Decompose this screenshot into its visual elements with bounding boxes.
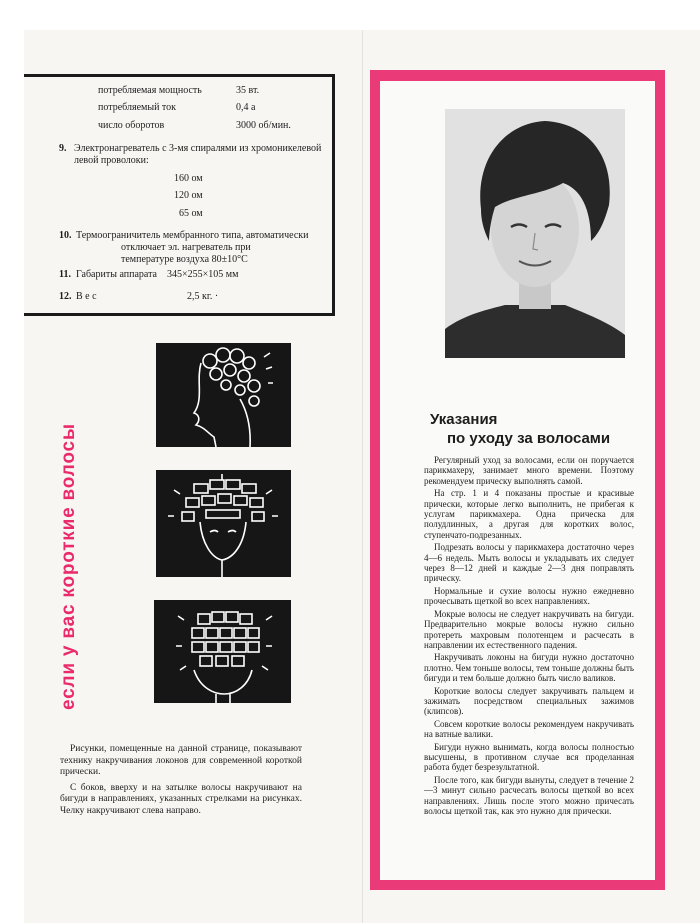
item-11-value: 345×255×105 мм [167,269,239,280]
illustration-back-head [154,600,291,703]
article-paragraph: После того, как бигуди вынуты, следует в течение 2—3 минут сильно расчесать волосы щеткой во всех направлениях. Лишь после этого можно причесать волосы щеткой так, как это нужно для прически. [424,774,634,816]
item-9-ohm-1: 160 ом [174,173,203,184]
article-body [424,455,634,818]
article-paragraph: На стр. 1 и 4 показаны простые и красивые прически, которые легко выполнить, не прибегая к услугам парикмахера. Одна прическа для полудлинных, а другая для коротких волос, ступенчато-подрезанных. [424,488,634,540]
item-9-ohm-3: 65 ом [179,208,203,219]
rpm-label: число оборотов [98,120,165,131]
article-paragraph: Нормальные и сухие волосы нужно ежедневно прочесывать щеткой во всех направлениях. [424,585,634,607]
vertical-heading: если у вас короткие волосы [58,423,79,710]
item-11-label: Габариты аппарата [76,269,157,280]
item-10-text-2: отключает эл. нагреватель при [121,242,251,253]
caption-paragraph-2: С боков, вверху и на затылке волосы накручивают на бигуди в направлениях, указанных стрелками на рисунках. Челку накручивают слева направо. [60,782,302,816]
article-paragraph: Бигуди нужно вынимать, когда волосы полностью высушены, в противном случае вся проделанная работа будет безрезультатной. [424,741,634,773]
illustration-side-profile [156,343,291,447]
item-10-text-3: температуре воздуха 80±10°С [121,254,248,265]
specifications-box [24,74,335,316]
power-label: потребляемая мощность [98,85,202,96]
item-9-number: 9. [59,143,67,154]
article-paragraph: Накручивать локоны на бигуди нужно достаточно плотно. Чем тоньше волосы, тем тоньше должны быть бигуди и тем больше должно быть число валиков. [424,652,634,684]
current-label: потребляемый ток [98,102,177,113]
heading-line-1: Указания [430,411,498,428]
current-value: 0,4 а [236,102,256,113]
article-paragraph: Регулярный уход за волосами, если он поручается парикмахеру, занимает много времени. Поэтому рекомендуем прическу выполнять самой. [424,455,634,486]
article-paragraph: Подрезать волосы у парикмахера достаточно через 4—6 недель. Мыть волосы и укладывать их следует через 8—12 дней и каждые 2—3 дня поправлять прическу. [424,542,634,584]
article-paragraph: Короткие волосы следует закручивать пальцем и зажимать посредством специальных зажимов (клипсов). [424,685,634,717]
article-paragraph: Мокрые волосы не следует накручивать на бигуди. Предварительно мокрые волосы нужно сильно протереть махровым полотенцем и расчесать в направлении их естественного падения. [424,608,634,650]
caption-block [60,744,302,821]
item-11-number: 11. [59,269,71,280]
article-paragraph: Совсем короткие волосы рекомендуем накручивать на ватные валики. [424,718,634,740]
item-12-label: В е с [76,291,97,302]
item-12-value: 2,5 кг. · [187,291,219,302]
item-10-text-1: Термоограничитель мембранного типа, автоматически [76,230,309,241]
caption-paragraph-1: Рисунки, помещенные на данной странице, показывают технику накручивания локонов для современной короткой прически. [60,744,302,777]
item-9-ohm-2: 120 ом [174,190,203,201]
illustration-front-face [156,470,291,577]
item-10-number: 10. [59,230,72,241]
power-value: 35 вт. [236,85,260,96]
item-9-text-1: Электронагреватель с 3-мя спиралями из хромоникелевой [74,143,322,154]
portrait-photo [445,109,625,358]
item-12-number: 12. [59,291,72,302]
rpm-value: 3000 об/мин. [236,120,291,131]
item-9-text-2: левой проволоки: [74,155,149,166]
article-heading [430,410,610,448]
heading-line-2: по уходу за волосами [447,430,611,447]
fold-line [362,30,363,923]
